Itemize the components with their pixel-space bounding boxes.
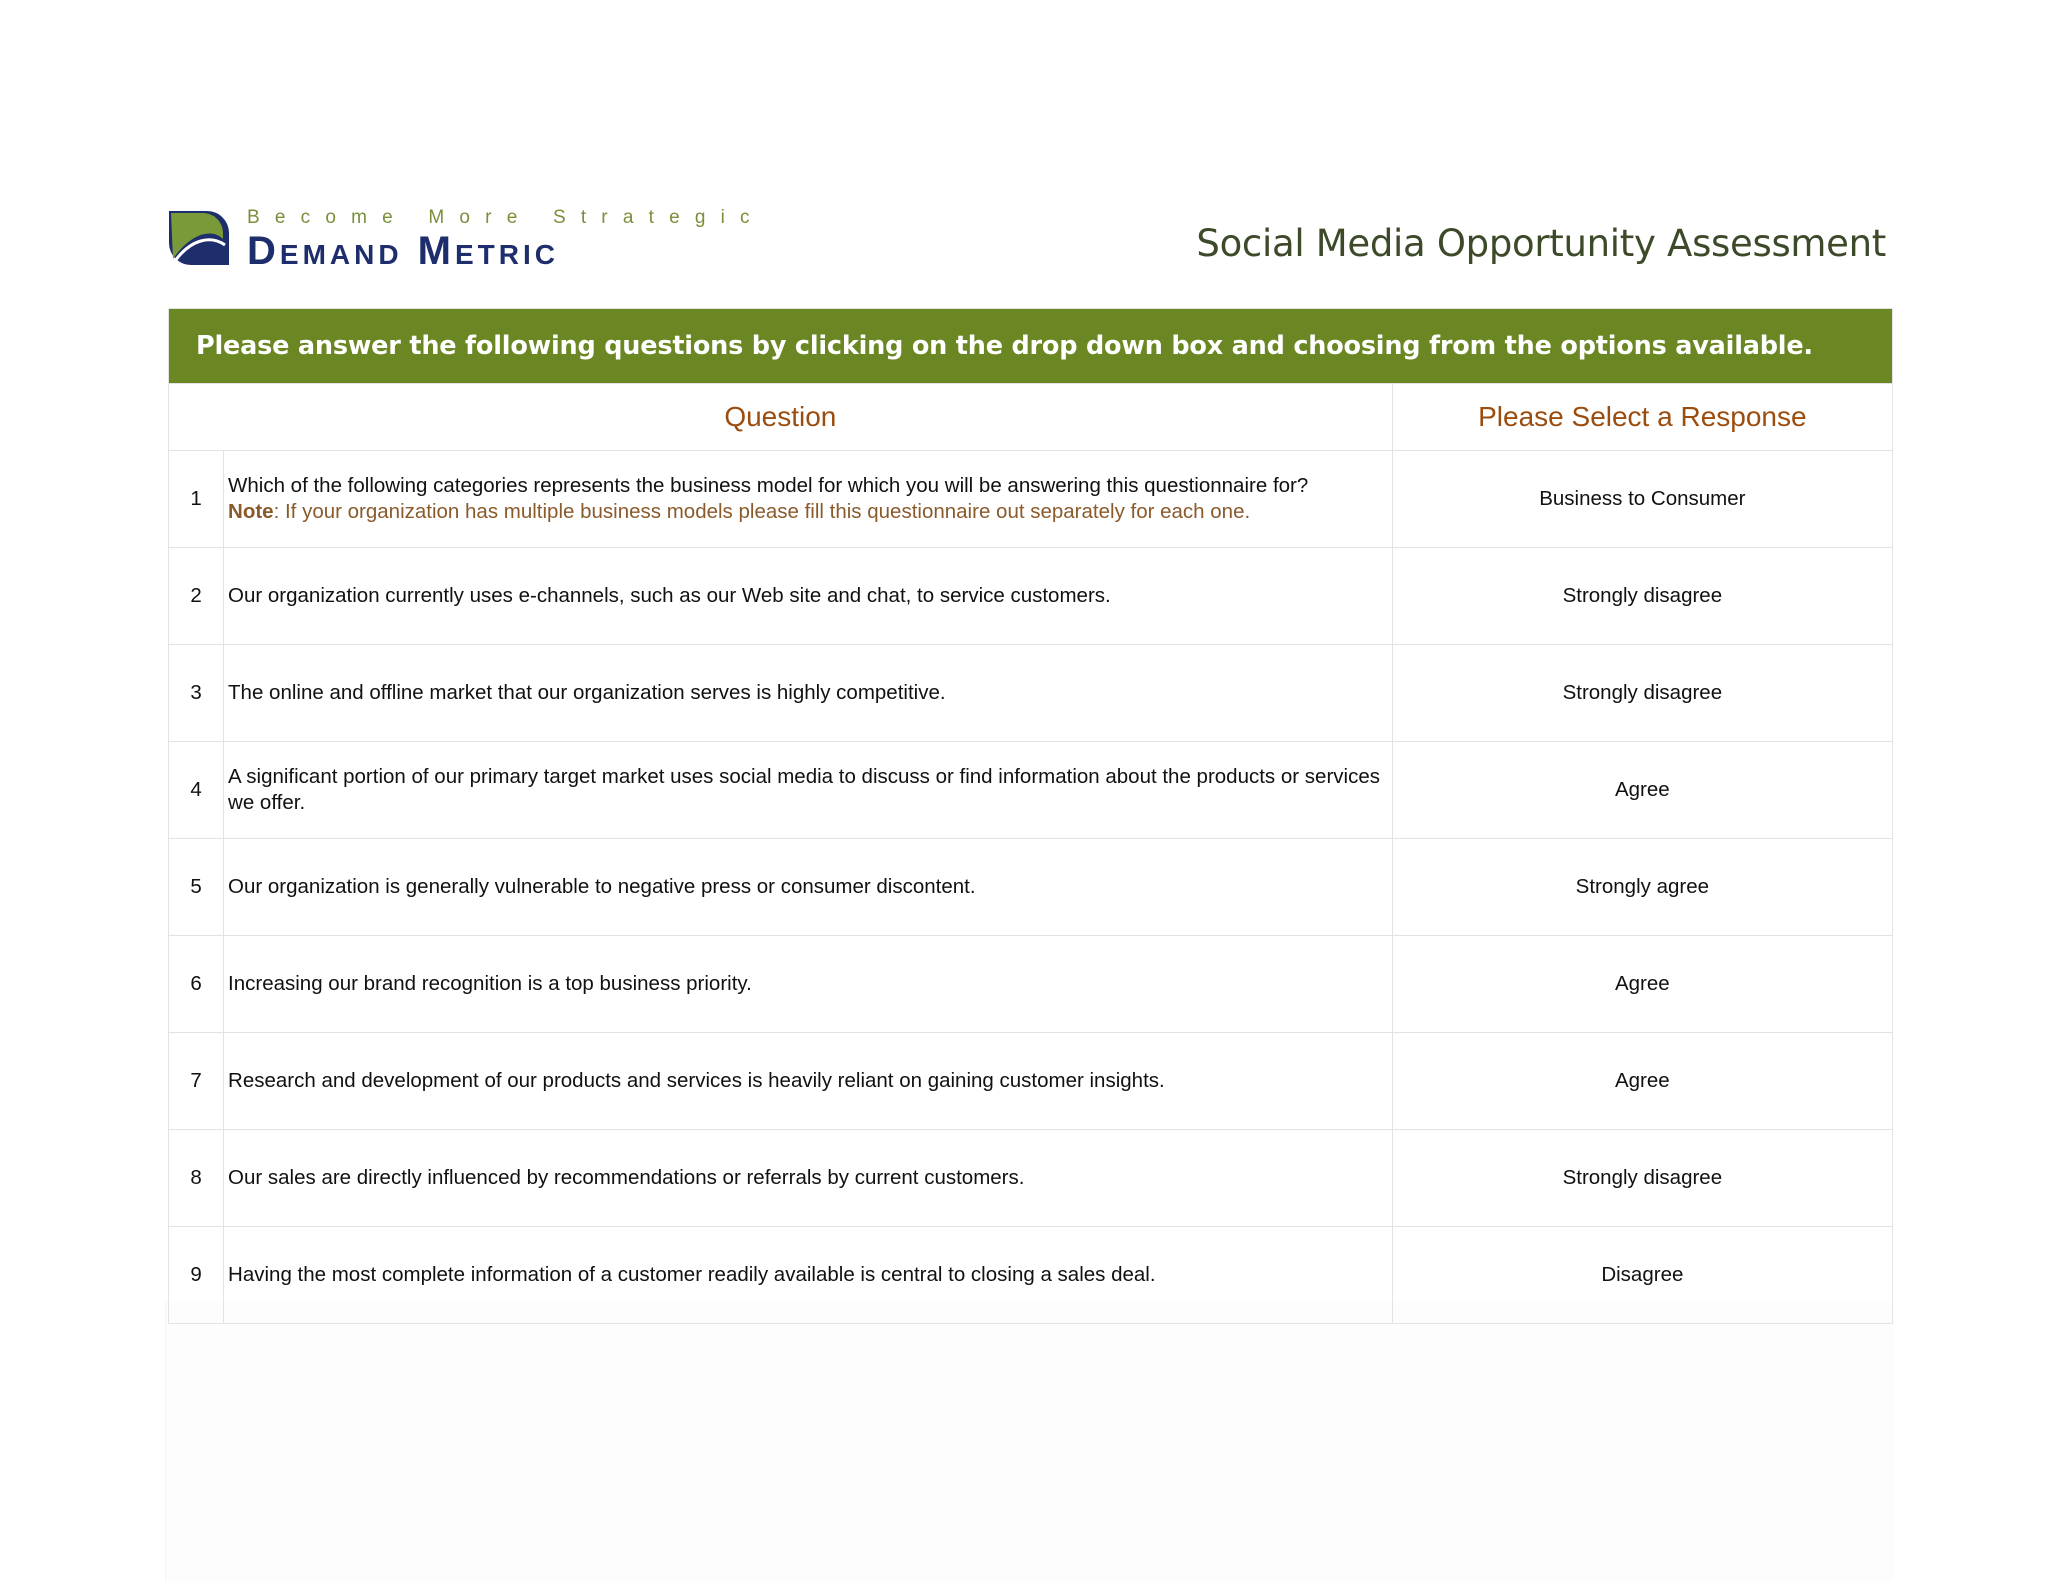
table-row	[169, 1227, 1893, 1324]
question-text: Research and development of our products and services is heavily reliant on gaining customer insights.	[224, 1033, 1393, 1130]
column-header-row	[169, 384, 1893, 451]
response-dropdown[interactable]: Strongly disagree	[1392, 1130, 1892, 1227]
sheet-background	[165, 1302, 1894, 1582]
page-title: Social Media Opportunity Assessment	[1196, 222, 1886, 265]
question-text: Our sales are directly influenced by recommendations or referrals by current customers.	[224, 1130, 1393, 1227]
logo-mark-icon	[167, 209, 229, 267]
question-number: 7	[169, 1033, 224, 1130]
question-number: 8	[169, 1130, 224, 1227]
table-row	[169, 936, 1893, 1033]
question-text: Having the most complete information of a customer readily available is central to closing a sales deal.	[224, 1227, 1393, 1324]
question-text: A significant portion of our primary target market uses social media to discuss or find information about the products or services we offer.	[224, 742, 1393, 839]
table-row	[169, 451, 1893, 548]
question-text: Which of the following categories represents the business model for which you will be answering this questionnaire for?	[228, 474, 1309, 497]
table-row	[169, 1130, 1893, 1227]
question-text: Our organization is generally vulnerable to negative press or consumer discontent.	[224, 839, 1393, 936]
instructions-row	[169, 309, 1893, 384]
table-row	[169, 839, 1893, 936]
note-text: : If your organization has multiple business models please fill this questionnaire out separately for each one.	[273, 500, 1251, 523]
demand-metric-logo	[167, 207, 765, 273]
response-dropdown[interactable]: Agree	[1392, 1033, 1892, 1130]
response-dropdown[interactable]: Agree	[1392, 742, 1892, 839]
note-label: Note	[228, 500, 274, 523]
question-number: 1	[169, 451, 224, 548]
response-dropdown[interactable]: Strongly disagree	[1392, 645, 1892, 742]
response-column-header: Please Select a Response	[1392, 384, 1892, 451]
assessment-table	[168, 308, 1893, 1324]
question-text: The online and offline market that our organization serves is highly competitive.	[224, 645, 1393, 742]
question-number: 3	[169, 645, 224, 742]
question-number: 5	[169, 839, 224, 936]
table-row	[169, 548, 1893, 645]
question-text: Our organization currently uses e-channels, such as our Web site and chat, to service customers.	[224, 548, 1393, 645]
response-dropdown[interactable]: Agree	[1392, 936, 1892, 1033]
logo-name: Demand Metric	[247, 229, 559, 273]
question-number: 6	[169, 936, 224, 1033]
question-note	[228, 499, 1386, 525]
question-column-header: Question	[169, 384, 1393, 451]
logo-tagline: Become More Strategic	[247, 207, 765, 228]
question-number: 9	[169, 1227, 224, 1324]
response-dropdown[interactable]: Strongly disagree	[1392, 548, 1892, 645]
question-text-cell	[224, 451, 1393, 548]
question-number: 4	[169, 742, 224, 839]
question-number: 2	[169, 548, 224, 645]
question-text: Increasing our brand recognition is a top business priority.	[224, 936, 1393, 1033]
table-row	[169, 1033, 1893, 1130]
table-row	[169, 645, 1893, 742]
response-dropdown[interactable]: Disagree	[1392, 1227, 1892, 1324]
response-dropdown[interactable]: Strongly agree	[1392, 839, 1892, 936]
table-row	[169, 742, 1893, 839]
instructions-banner: Please answer the following questions by clicking on the drop down box and choosing from the options available.	[169, 309, 1893, 384]
response-dropdown[interactable]: Business to Consumer	[1392, 451, 1892, 548]
